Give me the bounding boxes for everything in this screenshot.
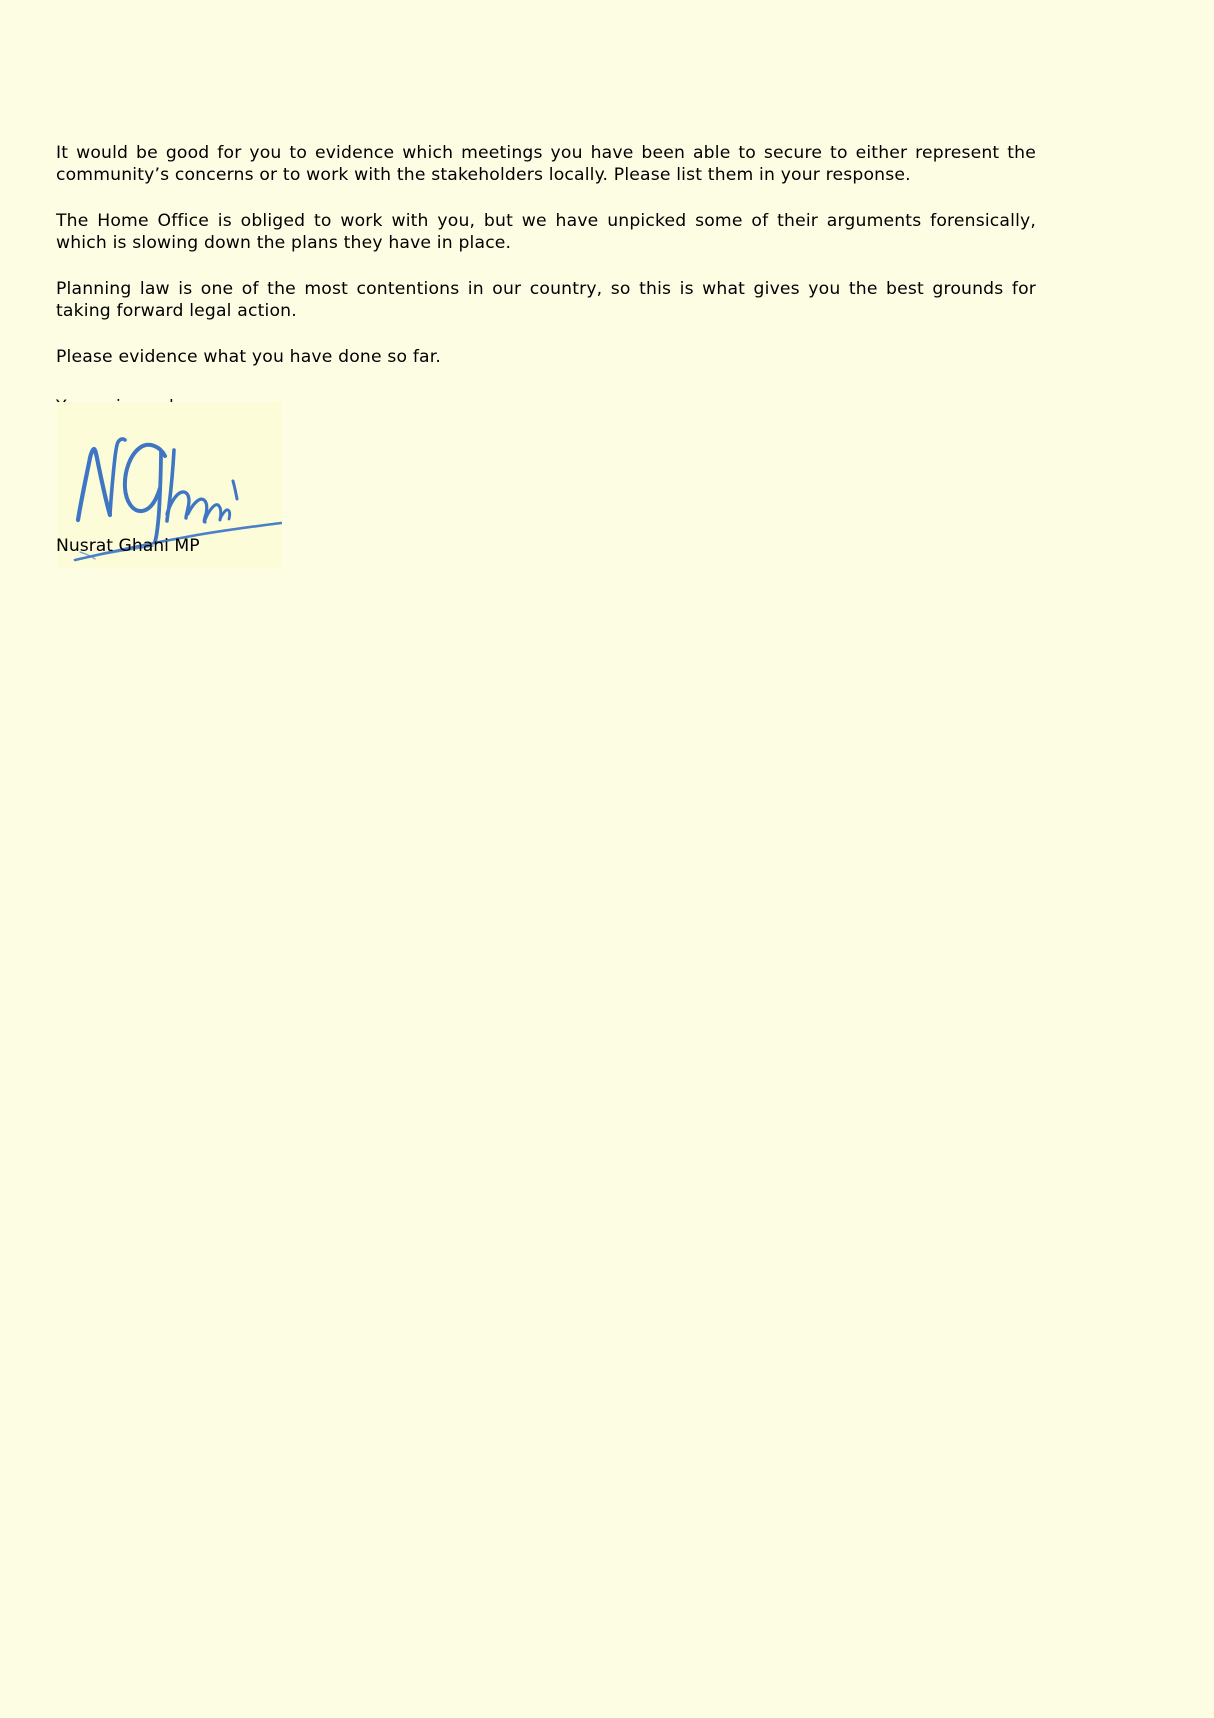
signer-name: Nusrat Ghani MP bbox=[56, 536, 200, 556]
paragraph-4: Please evidence what you have done so far. bbox=[56, 347, 442, 367]
paragraph-1: It would be good for you to evidence which meetings you have been able to secure to either represent the community’s concerns or to work with the stakeholders locally. Please list them in your response. bbox=[56, 143, 1036, 185]
paragraph-2: The Home Office is obliged to work with you, but we have unpicked some of their arguments forensically, which is slowing down the plans they have in place. bbox=[56, 211, 1036, 253]
letter-body bbox=[56, 143, 1036, 418]
paragraph-3: Planning law is one of the most contentions in our country, so this is what gives you the best grounds for taking forward legal action. bbox=[56, 279, 1036, 321]
